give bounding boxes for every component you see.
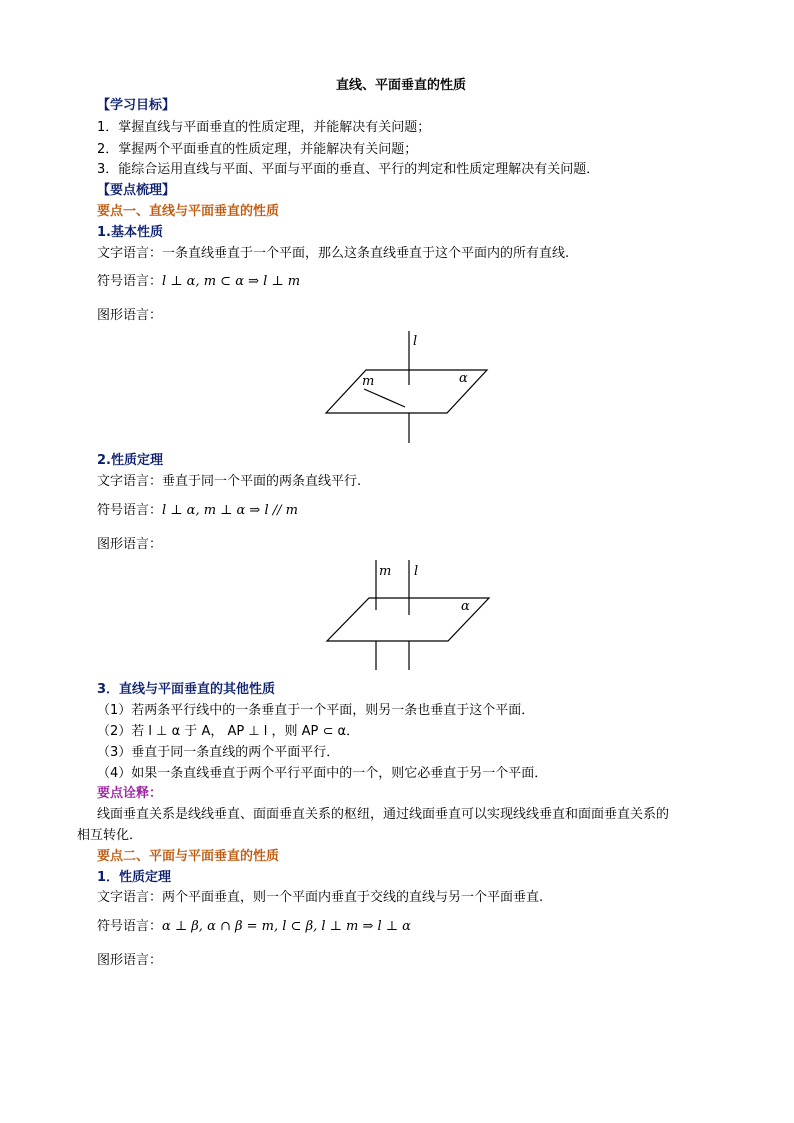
label-l-2: l: [414, 564, 419, 579]
label-l: l: [413, 334, 418, 349]
objectives-header: 【学习目标】: [97, 98, 176, 113]
theorem-figure-label: 图形语言：: [97, 537, 163, 552]
symbol-label: 符号语言：: [97, 919, 163, 934]
label-alpha-2: α: [461, 599, 470, 614]
other-property-item: （4）如果一条直线垂直于两个平行平面中的一个，则它必垂直于另一个平面．: [97, 766, 548, 781]
label-alpha: α: [459, 371, 468, 386]
note-text-line1: 线面垂直关系是线线垂直、面面垂直关系的枢纽，通过线面垂直可以实现线线垂直和面面垂直关系的: [97, 807, 670, 822]
other-properties-heading: 3．直线与平面垂直的其他性质: [97, 682, 276, 697]
plane-theorem-symbol-line: [97, 918, 411, 936]
plane-theorem-heading: 1．性质定理: [97, 870, 172, 885]
symbol-label: 符号语言：: [97, 274, 163, 289]
other-property-item: （2）若 l ⊥ α 于 A， AP ⊥ l ，则 AP ⊂ α．: [97, 724, 360, 739]
label-m: m: [362, 374, 375, 389]
other-property-item: （3）垂直于同一条直线的两个平面平行．: [97, 745, 340, 760]
note-heading: 要点诠释：: [97, 786, 163, 801]
theorem-text: 文字语言：垂直于同一个平面的两条直线平行.: [97, 474, 362, 489]
objective-item: 2．掌握两个平面垂直的性质定理，并能解决有关问题；: [97, 142, 418, 157]
symbol-label: 符号语言：: [97, 503, 163, 518]
summary-header: 【要点梳理】: [97, 183, 176, 198]
theorem-heading: 2.性质定理: [97, 453, 163, 468]
symbol-formula: l ⊥ α, m ⊂ α ⇒ l ⊥ m: [162, 274, 301, 289]
theorem-symbol-line: [97, 502, 298, 520]
objective-item: 1．掌握直线与平面垂直的性质定理，并能解决有关问题；: [97, 120, 431, 135]
point2-heading: 要点二、平面与平面垂直的性质: [97, 849, 280, 864]
note-text-line2: 相互转化．: [77, 828, 143, 843]
point1-heading: 要点一、直线与平面垂直的性质: [97, 204, 280, 219]
basic-figure-label: 图形语言：: [97, 308, 163, 323]
symbol-formula: l ⊥ α, m ⊥ α ⇒ l // m: [162, 503, 298, 518]
basic-property-heading: 1.基本性质: [97, 225, 163, 240]
page-title: 直线、平面垂直的性质: [336, 78, 467, 93]
label-m-2: m: [379, 564, 392, 579]
basic-property-text: 文字语言：一条直线垂直于一个平面，那么这条直线垂直于这个平面内的所有直线.: [97, 246, 570, 261]
objective-item: 3．能综合运用直线与平面、平面与平面的垂直、平行的判定和性质定理解决有关问题．: [97, 162, 600, 177]
other-property-item: （1）若两条平行线中的一条垂直于一个平面，则另一条也垂直于这个平面．: [97, 703, 535, 718]
plane-theorem-figure-label: 图形语言：: [97, 953, 163, 968]
symbol-formula: α ⊥ β, α ∩ β = m, l ⊂ β, l ⊥ m ⇒ l ⊥ α: [162, 919, 411, 934]
line-m: [364, 389, 405, 407]
plane-theorem-text: 文字语言：两个平面垂直，则一个平面内垂直于交线的直线与另一个平面垂直.: [97, 890, 544, 905]
